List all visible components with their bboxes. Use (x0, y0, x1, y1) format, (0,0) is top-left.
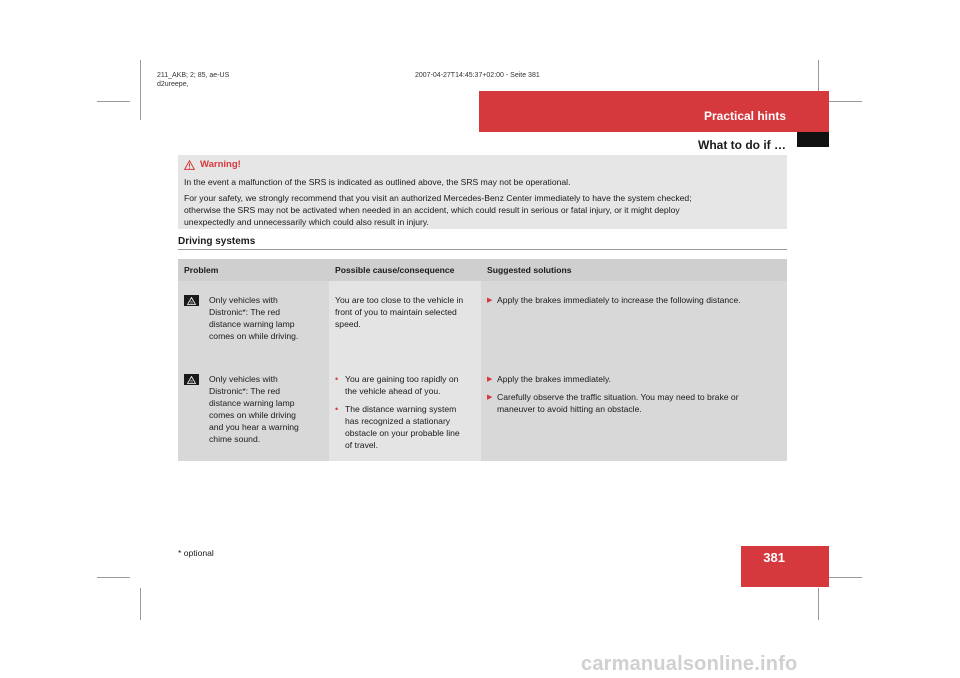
warning-title (184, 159, 241, 170)
cause-line: • The distance warning system (345, 404, 457, 414)
solution-item (487, 294, 781, 306)
table-row (178, 367, 787, 461)
cause-item (335, 373, 475, 397)
cause-line: front of you to maintain selected (335, 307, 457, 317)
distance-warning-lamp-icon (184, 374, 199, 385)
problem-line: and you hear a warning (209, 422, 299, 432)
cause-line: obstacle on your probable line (345, 428, 460, 438)
cause-cell (329, 281, 481, 367)
cause-line: of travel. (345, 440, 378, 450)
problem-line: distance warning lamp (209, 319, 295, 329)
cause-line: the vehicle ahead of you. (345, 386, 441, 396)
page-number: 381 (763, 550, 785, 565)
problem-line: Distronic*: The red (209, 386, 281, 396)
solution-line: maneuver to avoid hitting an obstacle. (497, 404, 642, 414)
problem-line: Only vehicles with (209, 295, 278, 305)
driving-systems-table (178, 259, 787, 461)
section-rule (178, 249, 787, 250)
crop-mark (829, 101, 862, 102)
column-header-cause: Possible cause/consequence (329, 259, 481, 281)
solutions-cell (481, 367, 787, 461)
print-meta-line1: 211_AKB; 2; 85, ae-US (157, 72, 230, 79)
solution-item (487, 373, 781, 385)
section-title: Practical hints (703, 109, 786, 123)
cause-line: You are too close to the vehicle in (335, 295, 464, 305)
crop-mark (140, 60, 141, 120)
print-meta-timestamp: 2007-04-27T14:45:37+02:00 - Seite 381 (415, 72, 540, 79)
problem-cell (178, 367, 329, 461)
subsection-title: What to do if … (698, 138, 786, 152)
problem-line: distance warning lamp (209, 398, 295, 408)
page-number-band (741, 546, 829, 587)
cause-item (335, 403, 475, 451)
print-meta-left (157, 71, 229, 89)
warning-title-text: Warning! (200, 159, 241, 170)
problem-line: comes on while driving (209, 410, 296, 420)
warning-paragraph: For your safety, we strongly recommend that you visit an authorized Mercedes-Benz Center immediately to have the system checked; (184, 193, 692, 203)
problem-line: comes on while driving. (209, 331, 299, 341)
warning-paragraph: unexpectedly and unnecessarily which could also result in injury. (184, 217, 429, 227)
cause-cell (329, 367, 481, 461)
print-meta-line2: d2ureepe, (157, 81, 189, 88)
crop-mark (97, 101, 130, 102)
cause-line: has recognized a stationary (345, 416, 451, 426)
solution-line: ▶ Carefully observe the traffic situation. You may need to brake or (497, 392, 739, 402)
column-header-problem: Problem (178, 259, 329, 281)
footnote-optional: * optional (178, 548, 214, 558)
crop-mark (97, 577, 130, 578)
table-header-row (178, 259, 787, 281)
distance-warning-lamp-icon (184, 295, 199, 306)
solution-line: ▶ Apply the brakes immediately to increase the following distance. (497, 295, 741, 305)
driving-systems-title: Driving systems (178, 236, 256, 247)
solutions-cell (481, 281, 787, 367)
warning-paragraph: In the event a malfunction of the SRS is indicated as outlined above, the SRS may not be operational. (184, 177, 571, 187)
crop-mark (818, 588, 819, 620)
warning-paragraph: otherwise the SRS may not be activated when needed in an accident, which could result in serious or fatal injury, or it might deploy (184, 205, 680, 215)
warning-box (178, 155, 787, 229)
cause-line: • You are gaining too rapidly on (345, 374, 459, 384)
watermark: carmanualsonline.info (581, 653, 798, 675)
solution-item (487, 391, 781, 415)
column-header-solutions: Suggested solutions (481, 259, 787, 281)
cause-line: speed. (335, 319, 361, 329)
solution-line: ▶ Apply the brakes immediately. (497, 374, 611, 384)
problem-line: chime sound. (209, 434, 261, 444)
warning-triangle-icon (184, 160, 195, 170)
problem-line: Distronic*: The red (209, 307, 281, 317)
crop-mark (140, 588, 141, 620)
crop-mark (829, 577, 862, 578)
problem-line: Only vehicles with (209, 374, 278, 384)
problem-cell (178, 281, 329, 367)
section-tab-marker (797, 132, 829, 147)
table-row (178, 281, 787, 367)
